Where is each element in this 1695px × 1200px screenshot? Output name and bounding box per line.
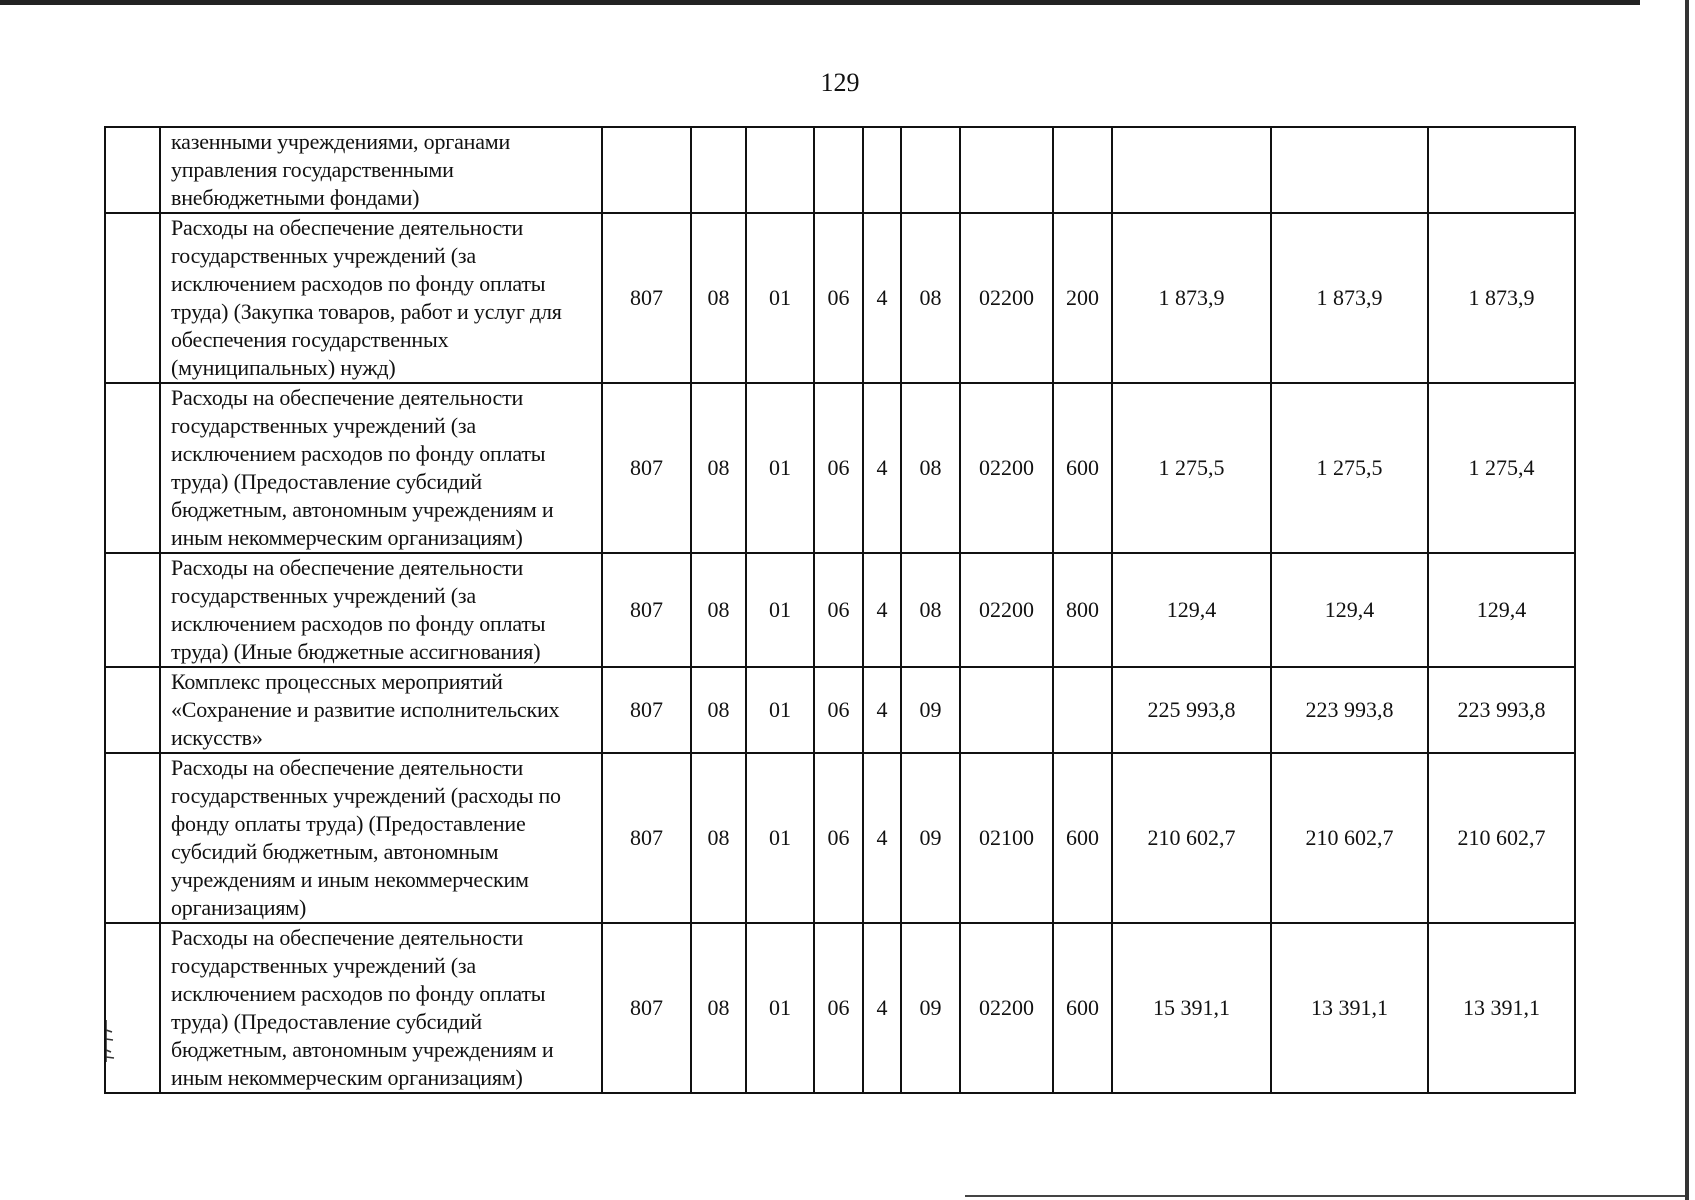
subsection-code-cell: [746, 127, 814, 213]
table-row: [105, 667, 1575, 753]
direction-code-cell: 02200: [960, 923, 1053, 1093]
table-row: [105, 213, 1575, 383]
subsection-code-cell: 01: [746, 923, 814, 1093]
description-cell: Комплекс процессных мероприятий «Сохранение и развитие исполнительских искусств»: [160, 667, 602, 753]
amount-year-1-cell: 129,4: [1112, 553, 1271, 667]
section-code-cell: 08: [691, 213, 746, 383]
amount-year-3-cell: 1 275,4: [1428, 383, 1575, 553]
bottom-border-line: [965, 1195, 1685, 1197]
program-code-cell: 06: [814, 667, 863, 753]
structure-code-cell: 08: [901, 553, 960, 667]
type-code-cell: 4: [863, 753, 901, 923]
amount-year-2-cell: 1 275,5: [1271, 383, 1428, 553]
description-cell: Расходы на обеспечение деятельности государственных учреждений (за исключением расходов по фонду оплаты труда) (Закупка товаров, работ и услуг для обеспечения государственных (муниципальных) нужд): [160, 213, 602, 383]
section-code-cell: 08: [691, 753, 746, 923]
expense-type-cell: [1053, 667, 1112, 753]
amount-year-1-cell: 1 873,9: [1112, 213, 1271, 383]
section-code-cell: 08: [691, 553, 746, 667]
type-code-cell: 4: [863, 667, 901, 753]
expense-type-cell: 600: [1053, 383, 1112, 553]
budget-table: [104, 126, 1576, 1094]
subsection-code-cell: 01: [746, 213, 814, 383]
description-cell: Расходы на обеспечение деятельности государственных учреждений (расходы по фонду оплаты труда) (Предоставление субсидий бюджетным, автономным учреждениям и иным некоммерческим организациям): [160, 753, 602, 923]
direction-code-cell: 02100: [960, 753, 1053, 923]
ministry-code-cell: 807: [602, 667, 691, 753]
amount-year-1-cell: 15 391,1: [1112, 923, 1271, 1093]
section-code-cell: [691, 127, 746, 213]
subsection-code-cell: 01: [746, 753, 814, 923]
ministry-code-cell: 807: [602, 213, 691, 383]
table-row: [105, 923, 1575, 1093]
top-border-line: [0, 0, 1640, 5]
direction-code-cell: 02200: [960, 213, 1053, 383]
program-code-cell: [814, 127, 863, 213]
amount-year-3-cell: 223 993,8: [1428, 667, 1575, 753]
table-row: [105, 753, 1575, 923]
row-index-cell: [105, 127, 160, 213]
table-row: [105, 553, 1575, 667]
margin-stamp-mark: [105, 1018, 118, 1064]
expense-type-cell: 600: [1053, 923, 1112, 1093]
direction-code-cell: 02200: [960, 383, 1053, 553]
amount-year-2-cell: [1271, 127, 1428, 213]
ministry-code-cell: 807: [602, 553, 691, 667]
expense-type-cell: 600: [1053, 753, 1112, 923]
row-index-cell: [105, 213, 160, 383]
program-code-cell: 06: [814, 383, 863, 553]
row-index-cell: [105, 553, 160, 667]
row-index-cell: [105, 753, 160, 923]
structure-code-cell: 08: [901, 213, 960, 383]
section-code-cell: 08: [691, 383, 746, 553]
amount-year-2-cell: 1 873,9: [1271, 213, 1428, 383]
right-border-line: [1685, 0, 1689, 1200]
amount-year-2-cell: 223 993,8: [1271, 667, 1428, 753]
ministry-code-cell: 807: [602, 383, 691, 553]
program-code-cell: 06: [814, 213, 863, 383]
subsection-code-cell: 01: [746, 553, 814, 667]
section-code-cell: 08: [691, 667, 746, 753]
direction-code-cell: [960, 127, 1053, 213]
table-row: [105, 127, 1575, 213]
section-code-cell: 08: [691, 923, 746, 1093]
amount-year-3-cell: 129,4: [1428, 553, 1575, 667]
description-cell: казенными учреждениями, органами управления государственными внебюджетными фондами): [160, 127, 602, 213]
type-code-cell: 4: [863, 383, 901, 553]
amount-year-3-cell: 13 391,1: [1428, 923, 1575, 1093]
description-cell: Расходы на обеспечение деятельности государственных учреждений (за исключением расходов по фонду оплаты труда) (Предоставление субсидий бюджетным, автономным учреждениям и иным некоммерческим организациям): [160, 383, 602, 553]
structure-code-cell: 09: [901, 753, 960, 923]
amount-year-2-cell: 210 602,7: [1271, 753, 1428, 923]
amount-year-1-cell: 1 275,5: [1112, 383, 1271, 553]
page-number: 129: [820, 68, 860, 97]
expense-type-cell: 800: [1053, 553, 1112, 667]
description-cell: Расходы на обеспечение деятельности государственных учреждений (за исключением расходов по фонду оплаты труда) (Предоставление субсидий бюджетным, автономным учреждениям и иным некоммерческим организациям): [160, 923, 602, 1093]
row-index-cell: [105, 667, 160, 753]
amount-year-2-cell: 129,4: [1271, 553, 1428, 667]
amount-year-1-cell: [1112, 127, 1271, 213]
ministry-code-cell: [602, 127, 691, 213]
amount-year-3-cell: 1 873,9: [1428, 213, 1575, 383]
program-code-cell: 06: [814, 553, 863, 667]
amount-year-1-cell: 225 993,8: [1112, 667, 1271, 753]
program-code-cell: 06: [814, 753, 863, 923]
direction-code-cell: 02200: [960, 553, 1053, 667]
ministry-code-cell: 807: [602, 923, 691, 1093]
structure-code-cell: [901, 127, 960, 213]
subsection-code-cell: 01: [746, 383, 814, 553]
type-code-cell: 4: [863, 923, 901, 1093]
row-index-cell: [105, 923, 160, 1093]
description-cell: Расходы на обеспечение деятельности государственных учреждений (за исключением расходов по фонду оплаты труда) (Иные бюджетные ассигнования): [160, 553, 602, 667]
amount-year-1-cell: 210 602,7: [1112, 753, 1271, 923]
structure-code-cell: 09: [901, 923, 960, 1093]
expense-type-cell: 200: [1053, 213, 1112, 383]
direction-code-cell: [960, 667, 1053, 753]
table-row: [105, 383, 1575, 553]
type-code-cell: 4: [863, 553, 901, 667]
amount-year-3-cell: [1428, 127, 1575, 213]
subsection-code-cell: 01: [746, 667, 814, 753]
expense-type-cell: [1053, 127, 1112, 213]
type-code-cell: [863, 127, 901, 213]
structure-code-cell: 08: [901, 383, 960, 553]
program-code-cell: 06: [814, 923, 863, 1093]
ministry-code-cell: 807: [602, 753, 691, 923]
row-index-cell: [105, 383, 160, 553]
amount-year-3-cell: 210 602,7: [1428, 753, 1575, 923]
type-code-cell: 4: [863, 213, 901, 383]
amount-year-2-cell: 13 391,1: [1271, 923, 1428, 1093]
structure-code-cell: 09: [901, 667, 960, 753]
